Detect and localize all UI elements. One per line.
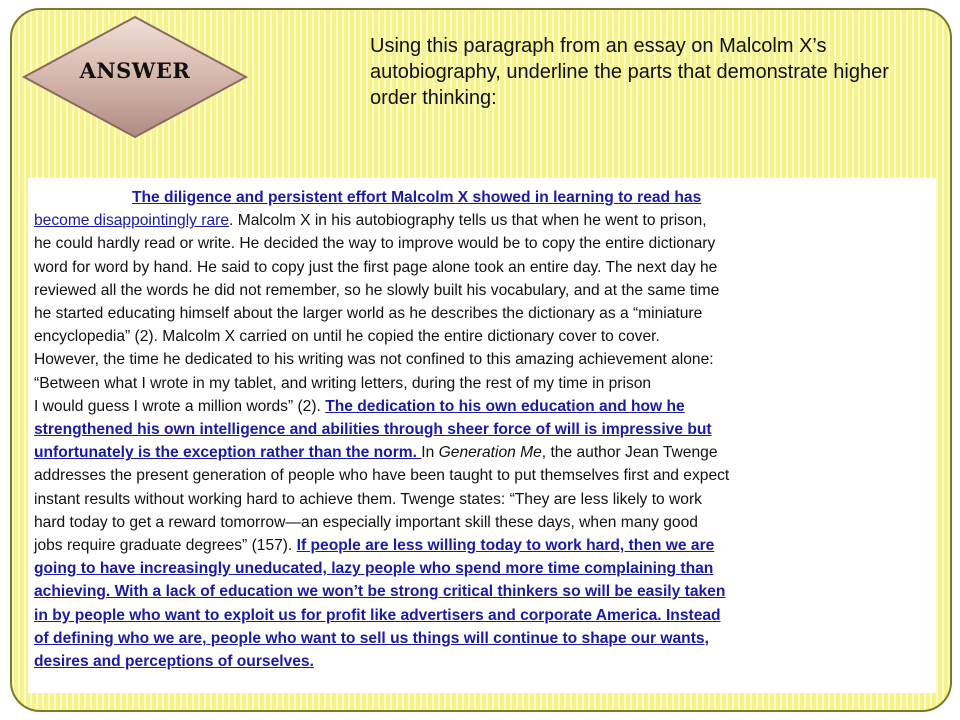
essay-text: “Between what I wrote in my tablet, and writing letters, during the rest of my time in prison	[34, 374, 652, 392]
highlighted-text: strengthened his own intelligence and abilities through sheer force of will is impressive but	[34, 421, 712, 439]
essay-line	[34, 511, 932, 534]
highlighted-text: The dedication to his own education and how he	[325, 397, 685, 415]
essay-line	[34, 464, 932, 487]
essay-text: I would guess I wrote a million words” (2).	[34, 397, 326, 415]
essay-line	[34, 348, 932, 371]
essay-text: However, the time he dedicated to his writing was not confined to this amazing achievement alone:	[34, 351, 714, 369]
highlighted-text: unfortunately is the exception rather than the norm.	[34, 444, 422, 462]
essay-text: , the author Jean Twenge	[541, 444, 718, 462]
essay-line	[34, 395, 932, 418]
essay-line	[34, 186, 932, 209]
essay-text: In	[421, 444, 439, 462]
essay-text: hard today to get a reward tomorrow—an especially important skill these days, when many good	[34, 513, 698, 531]
highlighted-text: of defining who we are, people who want to sell us things will continue to shape our wants,	[34, 629, 709, 647]
essay-line	[34, 418, 932, 441]
essay-line	[34, 279, 932, 302]
essay-text: addresses the present generation of people who have been taught to put themselves first and expect	[34, 467, 730, 485]
essay-line	[34, 256, 932, 279]
instruction-text: Using this paragraph from an essay on Malcolm X’s autobiography, underline the parts that demonstrate higher order thinking:	[370, 35, 889, 109]
essay-text: jobs require graduate degrees” (157).	[34, 537, 297, 555]
highlighted-text: desires and perceptions of ourselves.	[34, 653, 314, 671]
essay-line	[34, 232, 932, 255]
book-title: Generation Me	[438, 444, 542, 462]
essay-line	[34, 372, 932, 395]
essay-line	[34, 604, 932, 627]
essay-text: . Malcolm X in his autobiography tells us that when he went to prison,	[229, 212, 707, 230]
highlighted-text: The diligence and persistent effort Malcolm X showed in learning to read has	[132, 189, 702, 206]
essay-text: instant results without working hard to achieve them. Twenge states: “They are less likely to work	[34, 490, 702, 508]
essay-paragraph	[28, 178, 936, 693]
essay-text: word for word by hand. He said to copy just the first page alone took an entire day. The next day he	[34, 258, 718, 276]
essay-line	[34, 627, 932, 650]
essay-line	[34, 580, 932, 603]
essay-text: reviewed all the words he did not remember, so he slowly built his vocabulary, and at the same time	[34, 281, 720, 299]
essay-line	[34, 302, 932, 325]
essay-text: he started educating himself about the larger world as he describes the dictionary as a “miniature	[34, 305, 703, 323]
answer-label: ANSWER	[79, 58, 191, 83]
essay-line	[34, 557, 932, 580]
essay-line	[34, 488, 932, 511]
highlighted-text: become disappointingly rare	[34, 212, 230, 230]
essay-line	[34, 209, 932, 232]
essay-line	[34, 441, 932, 464]
highlighted-text: going to have increasingly uneducated, lazy people who spend more time complaining than	[34, 560, 714, 578]
essay-line	[34, 325, 932, 348]
highlighted-text: in by people who want to exploit us for profit like advertisers and corporate America. Instead	[34, 606, 721, 624]
essay-text: he could hardly read or write. He decided the way to improve would be to copy the entire dictionary	[34, 235, 716, 253]
essay-text: encyclopedia” (2). Malcolm X carried on until he copied the entire dictionary cover to cover.	[34, 328, 660, 346]
highlighted-text: achieving. With a lack of education we won’t be strong critical thinkers so will be easily taken	[34, 583, 726, 601]
essay-line	[34, 650, 932, 673]
highlighted-text: If people are less willing today to work hard, then we are	[296, 537, 715, 555]
essay-line	[34, 534, 932, 557]
